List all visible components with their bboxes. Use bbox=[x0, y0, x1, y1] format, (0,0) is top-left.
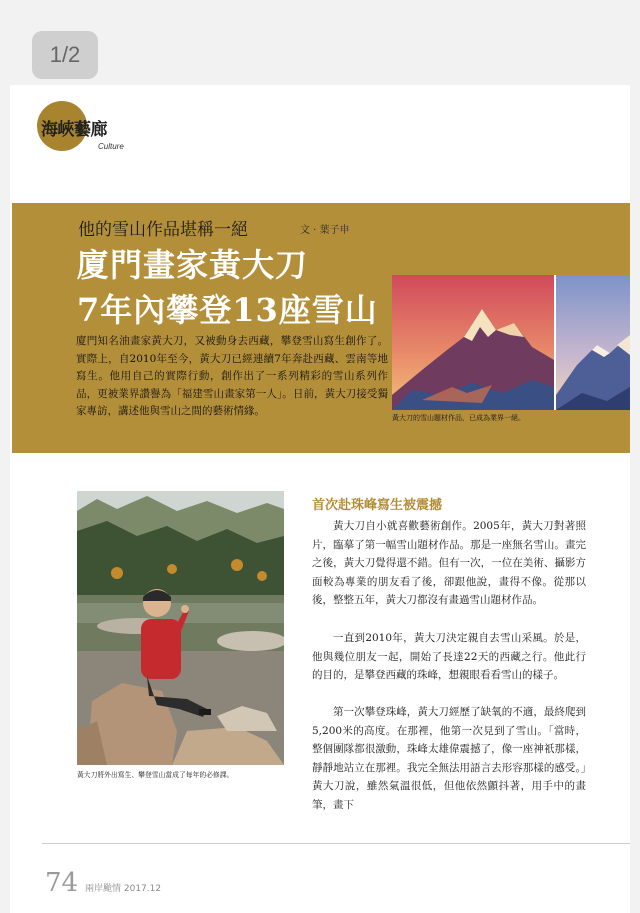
article-headline bbox=[77, 243, 378, 333]
artist-by-lake-photo bbox=[77, 491, 284, 765]
page-number: 74 bbox=[45, 868, 79, 898]
section-heading: 首次赴珠峰寫生被震撼 bbox=[312, 498, 443, 513]
painting-caption: 黃大刀的雪山題材作品，已成為業界一絕。 bbox=[392, 414, 525, 422]
snow-mountain-painting bbox=[392, 275, 630, 410]
title-banner bbox=[12, 203, 630, 453]
headline-line-1: 廈門畫家黃大刀 bbox=[77, 246, 309, 284]
body-paragraph-1: 黃大刀自小就喜歡藝術創作。2005年，黃大刀對著照片，臨摹了第一幅雪山題材作品。那是一座無名雪山。畫完之後，黃大刀覺得還不錯。但有一次，一位在美術、攝影方面較為專業的朋友看了後，卻跟他說，畫得不像。從那以後，整整五年，黃大刀都沒有畫過雪山題材作品。 bbox=[312, 520, 586, 606]
logo-subtext: Culture bbox=[98, 142, 124, 151]
painting-image bbox=[392, 275, 630, 410]
section-logo bbox=[37, 101, 167, 161]
artist-photo bbox=[77, 491, 284, 765]
intro-paragraph: 廈門知名油畫家黃大刀，又被動身去西藏，攀登雪山寫生創作了。實際上，自2010年至今，黃大刀已經連續7年奔赴西藏、雲南等地寫生。他用自己的實際行動，創作出了一系列精彩的雪山系列作品，更被業界讚譽為「福建雪山畫家第一人」。日前，黃大刀接受獨家專訪，講述他與雪山之間的藝術情緣。 bbox=[76, 335, 388, 417]
headline-line-2: 7年內攀登13座雪山 bbox=[77, 291, 378, 329]
publication-info: 兩岸颱情 2017.12 bbox=[85, 884, 162, 894]
body-paragraph-3: 第一次攀登珠峰，黃大刀經歷了缺氧的不適，最終爬到5,200米的高度。在那裡，他第一次見到了雪山。「當時，整個團隊都很激動，珠峰太雄偉震撼了，像一座神祇那樣，靜靜地站立在那裡。我完全無法用語言去形容那樣的感受。」黃大刀說，雖然氣溫很低，但他依然顫抖著，用手中的畫筆，畫下 bbox=[312, 706, 586, 811]
footer-divider bbox=[42, 843, 630, 844]
body-paragraph-2: 一直到2010年，黃大刀決定親自去雪山采風。於是，他與幾位朋友一起，開始了長達22天的西藏之行。他此行的目的，是攀登西藏的珠峰，想親眼看看雪山的樣子。 bbox=[312, 632, 586, 681]
magazine-page bbox=[10, 85, 630, 913]
photo-caption: 黃大刀將外出寫生、攀登雪山當成了每年的必修課。 bbox=[77, 771, 234, 779]
author-credit: 文 · 葉子申 bbox=[300, 225, 350, 236]
page-indicator[interactable]: 1/2 bbox=[32, 31, 98, 79]
article-subtitle: 他的雪山作品堪稱一絕 bbox=[78, 220, 248, 240]
logo-text: 海峽藝廊 bbox=[41, 120, 107, 140]
